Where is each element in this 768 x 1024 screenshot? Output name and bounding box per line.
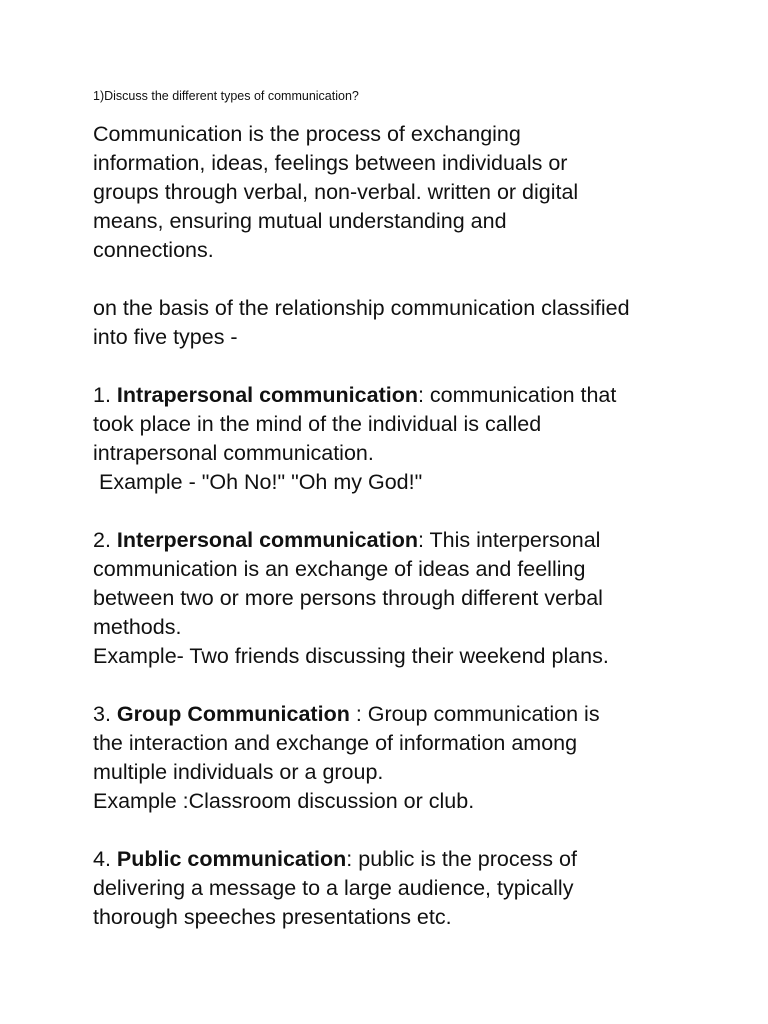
type-line: the interaction and exchange of information among xyxy=(93,731,578,755)
type-item-public xyxy=(93,845,683,932)
intro-line: information, ideas, feelings between individuals or xyxy=(93,151,568,175)
type-line: methods. xyxy=(93,615,182,639)
type-first-line xyxy=(93,526,683,555)
intro-line: Communication is the process of exchanging xyxy=(93,122,521,146)
type-item-intrapersonal xyxy=(93,381,683,497)
type-definition-start: : Group communication is xyxy=(349,702,600,726)
intro-line: means, ensuring mutual understanding and xyxy=(93,209,507,233)
type-line: communication is an exchange of ideas and feelling xyxy=(93,557,586,581)
answer-body xyxy=(93,120,683,961)
intro-paragraph xyxy=(93,120,683,265)
type-term: Public communication xyxy=(116,847,347,871)
question-heading: 1)Discuss the different types of communication? xyxy=(93,89,359,103)
type-term: Group Communication xyxy=(116,702,350,726)
type-line: took place in the mind of the individual is called xyxy=(93,412,542,436)
type-first-line xyxy=(93,845,683,874)
type-number: 3. xyxy=(93,702,111,726)
type-number: 2. xyxy=(93,528,111,552)
type-definition-start: : This interpersonal xyxy=(417,528,601,552)
type-term: Intrapersonal communication xyxy=(116,383,418,407)
type-number: 1. xyxy=(93,383,111,407)
type-line: between two or more persons through different verbal xyxy=(93,586,603,610)
type-item-group xyxy=(93,700,683,816)
type-line: thorough speeches presentations etc. xyxy=(93,905,452,929)
type-line: intrapersonal communication. xyxy=(93,441,374,465)
basis-paragraph xyxy=(93,294,683,352)
type-item-interpersonal xyxy=(93,526,683,671)
intro-line: connections. xyxy=(93,238,214,262)
type-example: Example- Two friends discussing their weekend plans. xyxy=(93,644,609,668)
intro-line: groups through verbal, non-verbal. written or digital xyxy=(93,180,579,204)
type-first-line xyxy=(93,381,683,410)
basis-line: into five types - xyxy=(93,325,238,349)
type-definition-start: : public is the process of xyxy=(346,847,577,871)
type-definition-start: : communication that xyxy=(417,383,617,407)
type-example: Example :Classroom discussion or club. xyxy=(93,789,475,813)
type-term: Interpersonal communication xyxy=(116,528,418,552)
basis-line: on the basis of the relationship communication classified xyxy=(93,296,630,320)
type-first-line xyxy=(93,700,683,729)
type-example: Example - "Oh No!" "Oh my God!" xyxy=(93,470,423,494)
type-line: delivering a message to a large audience, typically xyxy=(93,876,574,900)
type-number: 4. xyxy=(93,847,111,871)
type-line: multiple individuals or a group. xyxy=(93,760,384,784)
